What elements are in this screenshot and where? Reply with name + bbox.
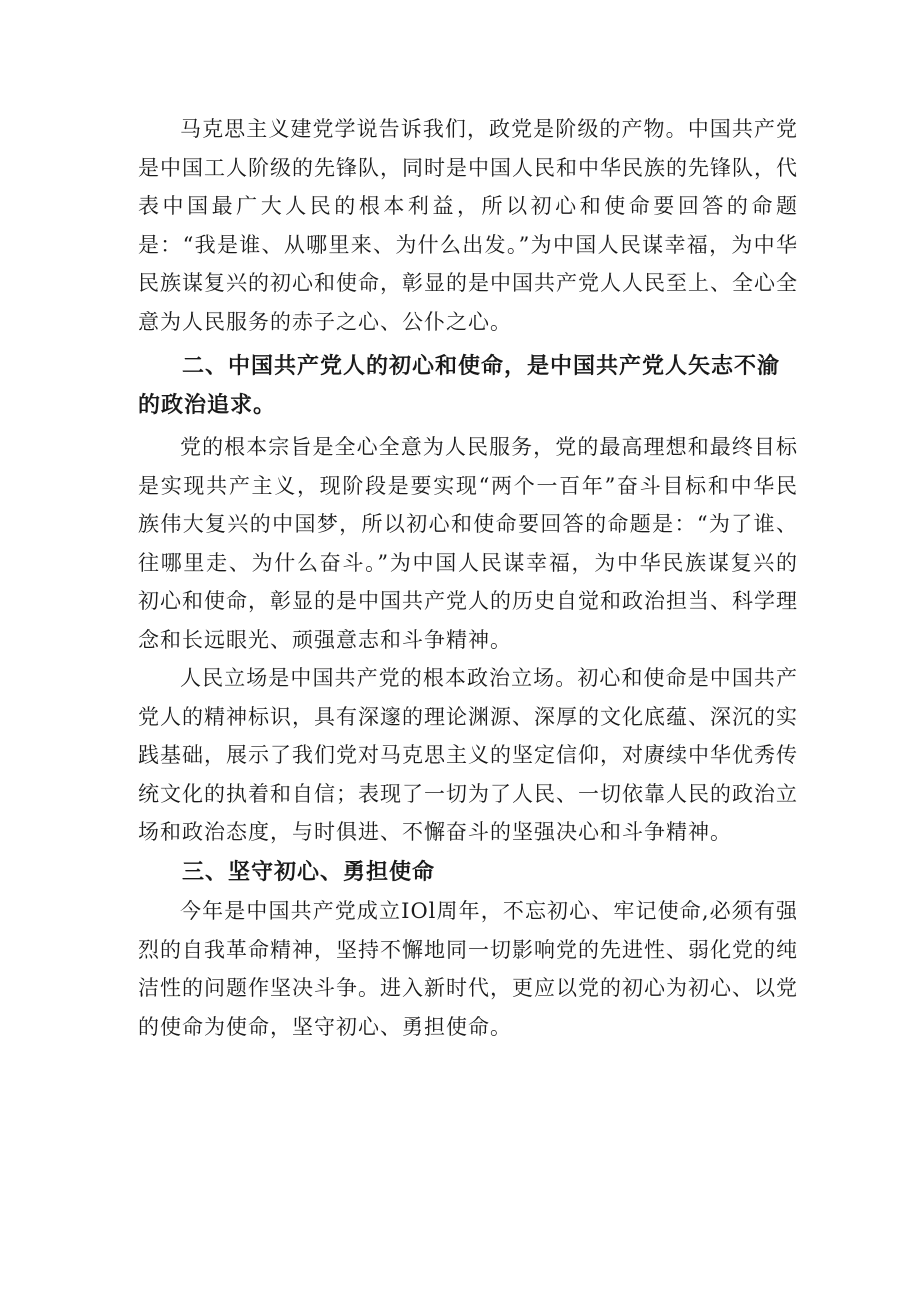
body-paragraph: 今年是中国共产党成立IOl周年，不忘初心、牢记使命,必须有强烈的自我革命精神，坚持不懈地同一切影响党的先进性、弱化党的纯洁性的问题作坚决斗争。进入新时代，更应以党的初心为初心、以党的使命为使命，坚守初心、勇担使命。 <box>138 899 798 1039</box>
body-paragraph: 人民立场是中国共产党的根本政治立场。初心和使命是中国共产党人的精神标识，具有深邃的理论渊源、深厚的文化底蕴、深沉的实践基础，展示了我们党对马克思主义的坚定信仰，对赓续中华优秀传统文化的执着和自信；表现了一切为了人民、一切依靠人民的政治立场和政治态度，与时俱进、不懈奋斗的坚强决心和斗争精神。 <box>138 666 798 844</box>
section-heading: 三、坚守初心、勇担使命 <box>182 859 436 885</box>
body-paragraph: 马克思主义建党学说告诉我们，政党是阶级的产物。中国共产党是中国工人阶级的先锋队，同时是中国人民和中华民族的先锋队，代表中国最广大人民的根本利益，所以初心和使命要回答的命题是：“我是谁、从哪里来、为什么出发。”为中国人民谋幸福，为中华民族谋复兴的初心和使命，彰显的是中国共产党人人民至上、全心全意为人民服务的赤子之心、公仆之心。 <box>138 117 798 334</box>
document-page <box>138 110 798 1046</box>
body-paragraph: 党的根本宗旨是全心全意为人民服务，党的最高理想和最终目标是实现共产主义，现阶段是要实现“两个一百年”奋斗目标和中华民族伟大复兴的中国梦，所以初心和使命要回答的命题是：“为了谁、往哪里走、为什么奋斗。”为中国人民谋幸福，为中华民族谋复兴的初心和使命，彰显的是中国共产党人的历史自觉和政治担当、科学理念和长远眼光、顽强意志和斗争精神。 <box>138 435 798 652</box>
section-heading: 二、中国共产党人的初心和使命，是中国共产党人矢志不渝的政治追求。 <box>138 354 781 418</box>
